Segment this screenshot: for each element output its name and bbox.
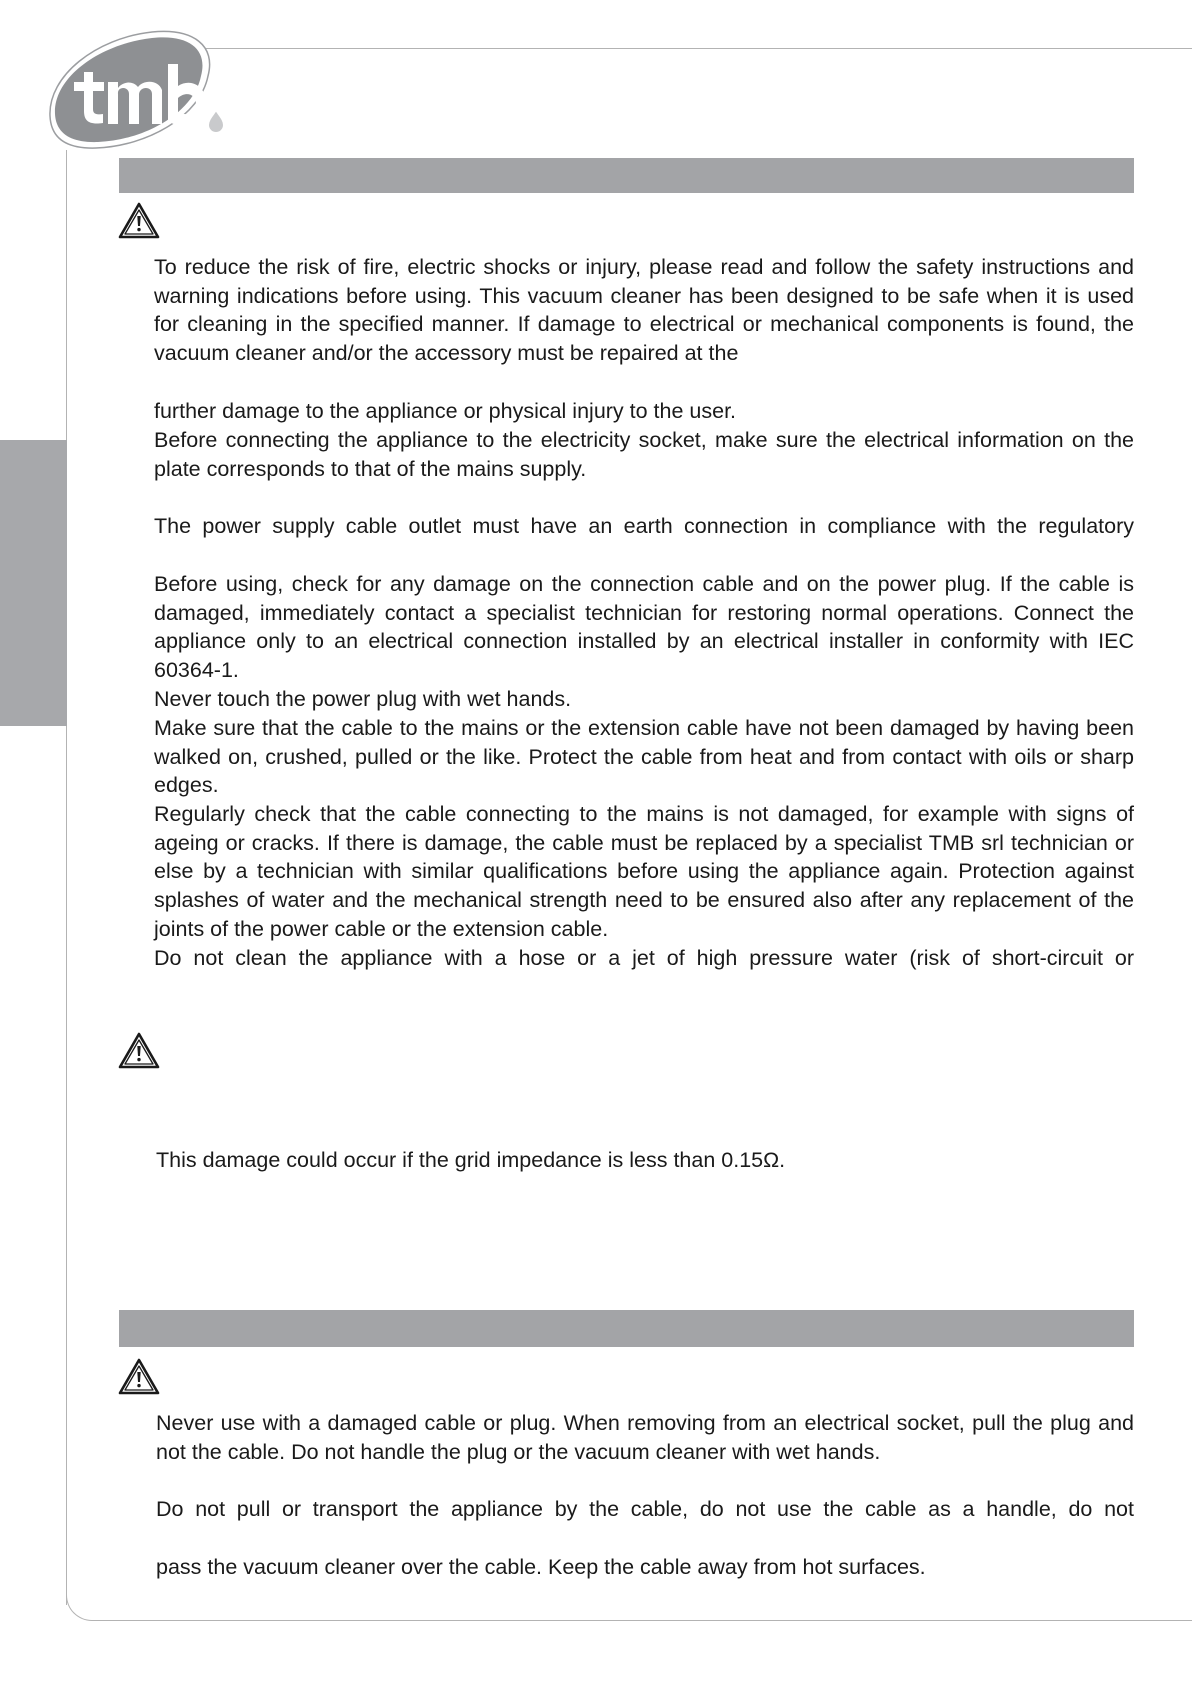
section-header-bar (119, 158, 1134, 193)
safety-paragraph: Never touch the power plug with wet hands. (154, 687, 572, 711)
impedance-note: This damage could occur if the grid impedance is less than 0.15Ω. (156, 1148, 786, 1172)
safety-paragraph: Make sure that the cable to the mains or the extension cable have not been damaged by having been walked on, crushed, pulled or the like. Protect the cable from heat and from contact with oils or sharp edges. (154, 716, 1134, 798)
section-header-bar (119, 1310, 1134, 1347)
cable-safety-paragraph: Do not pull or transport the appliance by the cable, do not use the cable as a handle, do not (156, 1497, 1134, 1521)
safety-paragraph: To reduce the risk of fire, electric shocks or injury, please read and follow the safety instructions and warning indications before using. This vacuum cleaner has been designed to be safe when it is used for cleaning in the specified manner. If damage to electrical or mechanical components is found, the vacuum cleaner and/or the accessory must be repaired at the (154, 255, 1134, 366)
warning-icon (117, 201, 161, 241)
safety-paragraph: further damage to the appliance or physical injury to the user. (154, 399, 737, 423)
safety-paragraph: Before connecting the appliance to the electricity socket, make sure the electrical information on the plate corresponds to that of the mains supply. (154, 428, 1134, 481)
safety-paragraph: Before using, check for any damage on the connection cable and on the power plug. If the cable is damaged, immediately contact a specialist technician for restoring normal operations. Connect the appliance only to an electrical connection installed by an electrical installer in conformity with IEC 60364-1. (154, 572, 1134, 683)
side-language-tab (0, 440, 67, 726)
page-frame-corner (66, 1583, 94, 1621)
page-frame-left (66, 150, 67, 1605)
safety-paragraph: The power supply cable outlet must have an earth connection in compliance with the regulatory (154, 514, 1134, 538)
warning-icon (117, 1357, 161, 1397)
warning-icon (117, 1031, 161, 1071)
safety-paragraph: Regularly check that the cable connecting to the mains is not damaged, for example with signs of ageing or cracks. If there is damage, the cable must be replaced by a specialist TMB srl technician or else by a technician with similar qualifications before using the appliance again. Protection against splashes of water and the mechanical strength need to be ensured also after any replacement of the joints of the power cable or the extension cable. (154, 802, 1134, 941)
page-frame-bottom (92, 1620, 1192, 1621)
cable-safety-paragraph: pass the vacuum cleaner over the cable. Keep the cable away from hot surfaces. (156, 1555, 926, 1579)
page-frame-top (205, 48, 1192, 49)
cable-safety-paragraph: Never use with a damaged cable or plug. When removing from an electrical socket, pull the plug and not the cable. Do not handle the plug or the vacuum cleaner with wet hands. (156, 1411, 1134, 1464)
safety-paragraph: Do not clean the appliance with a hose or a jet of high pressure water (risk of short-circuit or (154, 946, 1134, 970)
tmb-logo (44, 24, 224, 150)
